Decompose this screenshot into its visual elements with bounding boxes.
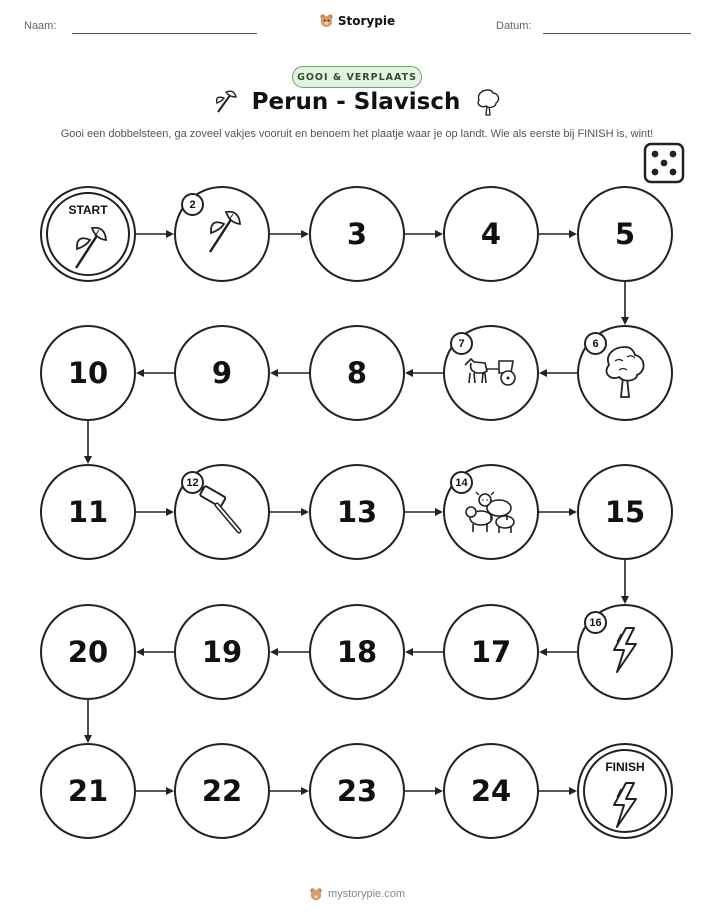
board-cell-19 xyxy=(174,604,270,700)
arrow-head xyxy=(435,230,443,238)
board-cell-14 xyxy=(443,464,539,560)
arrow-head xyxy=(569,508,577,516)
cell-number-badge: 6 xyxy=(584,332,607,355)
date-label: Datum: xyxy=(496,20,532,32)
board-cell-17 xyxy=(443,604,539,700)
cell-number: 17 xyxy=(470,635,512,669)
cell-number: 23 xyxy=(336,774,378,808)
arrow-head xyxy=(84,456,92,464)
arrow-head xyxy=(621,596,629,604)
arrow-head xyxy=(569,787,577,795)
board-cell-2 xyxy=(174,186,270,282)
cell-number: 9 xyxy=(211,356,233,390)
game-type-badge: GOOI & VERPLAATS xyxy=(292,66,422,88)
lightning-icon xyxy=(608,781,642,834)
arrow-head xyxy=(435,787,443,795)
arrow-head xyxy=(405,648,413,656)
board-cell-7 xyxy=(443,325,539,421)
cell-number: 5 xyxy=(614,217,636,251)
board-cell-22 xyxy=(174,743,270,839)
arrow-head xyxy=(136,369,144,377)
arrow-head xyxy=(270,369,278,377)
board-cell-16 xyxy=(577,604,673,700)
cell-number-badge: 12 xyxy=(181,471,204,494)
arrow-head xyxy=(539,369,547,377)
board-cell-11 xyxy=(40,464,136,560)
arrow-head xyxy=(301,230,309,238)
cell-number: 18 xyxy=(336,635,378,669)
cell-number-badge: 2 xyxy=(181,193,204,216)
arrow-head xyxy=(136,648,144,656)
board-cell-23 xyxy=(309,743,405,839)
brand-name: Storypie xyxy=(337,13,396,28)
cell-number-badge: 7 xyxy=(450,332,473,355)
board-cell-15 xyxy=(577,464,673,560)
start-label: START xyxy=(68,203,108,217)
cell-number: 24 xyxy=(470,774,512,808)
bear-icon xyxy=(309,887,323,901)
arrow-head xyxy=(270,648,278,656)
arrow-head xyxy=(301,787,309,795)
cell-number: 19 xyxy=(201,635,243,669)
board-cell-8 xyxy=(309,325,405,421)
name-label: Naam: xyxy=(24,20,57,32)
cell-number-badge: 16 xyxy=(584,611,607,634)
axe-icon xyxy=(202,208,242,261)
arrow-head xyxy=(166,508,174,516)
cell-number-badge: 14 xyxy=(450,471,473,494)
board-cell-5 xyxy=(577,186,673,282)
arrow-head xyxy=(405,369,413,377)
board-cell-3 xyxy=(309,186,405,282)
horse-cart-icon xyxy=(461,353,521,394)
cell-number: 15 xyxy=(604,495,646,529)
cell-number: 8 xyxy=(346,356,368,390)
page-title: Perun - Slavisch xyxy=(251,89,461,115)
board-cell-21 xyxy=(40,743,136,839)
cell-number: 21 xyxy=(67,774,109,808)
board-cell-12 xyxy=(174,464,270,560)
cell-number: 10 xyxy=(67,356,109,390)
board-cell-4 xyxy=(443,186,539,282)
arrow-head xyxy=(435,508,443,516)
instructions: Gooi een dobbelsteen, ga zoveel vakjes vooruit en benoem het plaatje waar je op landt. Wie als eerste bij FINISH is, wint! xyxy=(60,128,654,140)
arrow-head xyxy=(569,230,577,238)
hammer-icon xyxy=(195,483,249,542)
axe-icon xyxy=(68,224,108,277)
arrow-head xyxy=(166,230,174,238)
board-cell-6 xyxy=(577,325,673,421)
arrow-head xyxy=(539,648,547,656)
oak-tree-icon xyxy=(597,343,653,404)
cell-number: 4 xyxy=(480,217,502,251)
board-cell-9 xyxy=(174,325,270,421)
arrow-head xyxy=(84,735,92,743)
footer xyxy=(0,887,714,901)
board-cell-10 xyxy=(40,325,136,421)
cattle-icon xyxy=(461,486,521,539)
lightning-icon xyxy=(608,626,642,679)
finish-label: FINISH xyxy=(605,760,645,774)
board-cell-24 xyxy=(443,743,539,839)
board-cell-start xyxy=(40,186,136,282)
board-cell-finish xyxy=(577,743,673,839)
arrow-head xyxy=(166,787,174,795)
arrow-head xyxy=(621,317,629,325)
footer-url: mystorypie.com xyxy=(327,888,406,900)
board-cell-13 xyxy=(309,464,405,560)
board-cell-20 xyxy=(40,604,136,700)
board-cell-18 xyxy=(309,604,405,700)
cell-number: 20 xyxy=(67,635,109,669)
cell-number: 22 xyxy=(201,774,243,808)
arrow-head xyxy=(301,508,309,516)
cell-number: 3 xyxy=(346,217,368,251)
cell-number: 11 xyxy=(67,495,109,529)
cell-number: 13 xyxy=(336,495,378,529)
